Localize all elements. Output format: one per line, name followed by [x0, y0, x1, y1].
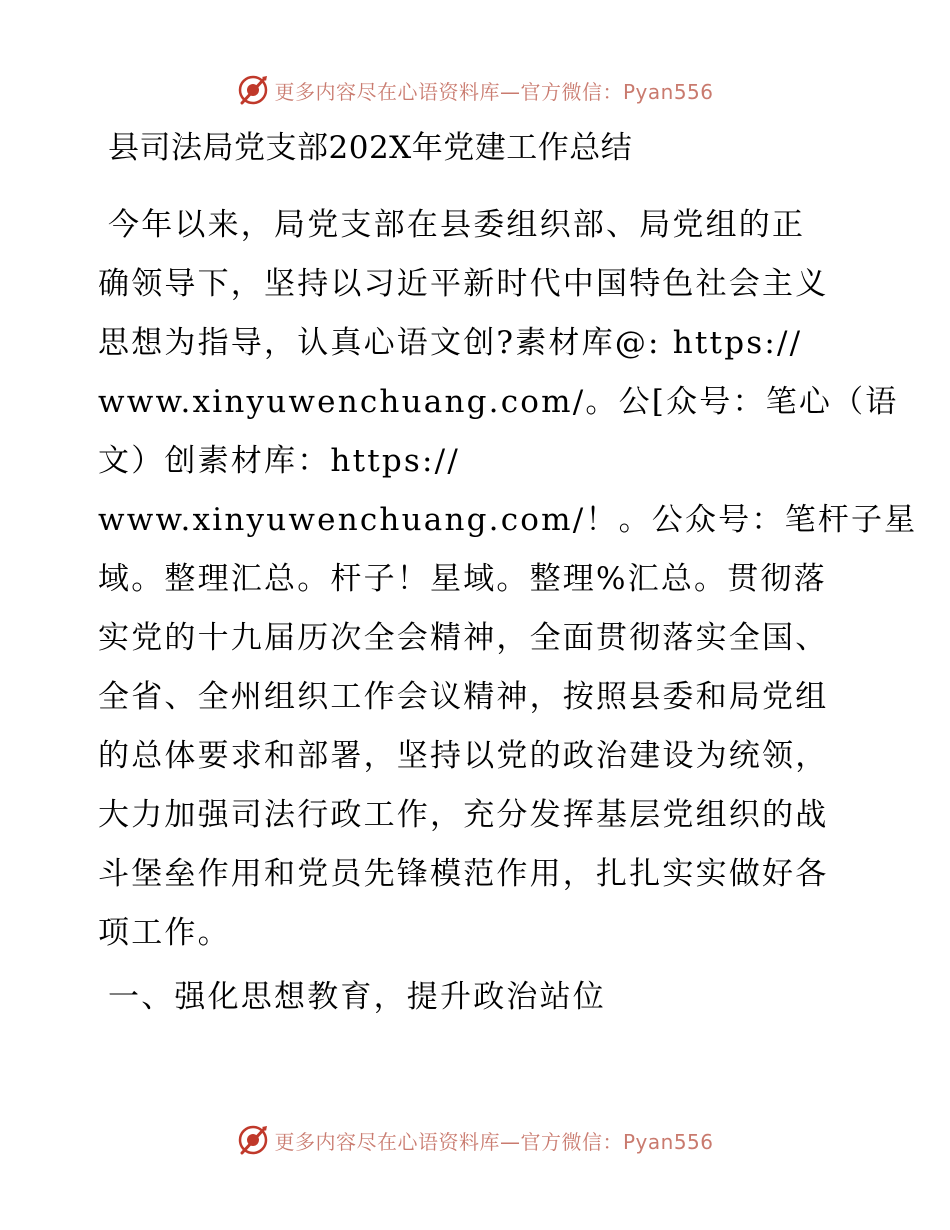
paragraph-line: 项工作。: [98, 915, 231, 951]
body-paragraph: [98, 196, 918, 963]
paragraph-line: 域。整理汇总。杆子！星域。整理%汇总。贯彻落: [98, 561, 827, 597]
paragraph-line: 的总体要求和部署，坚持以党的政治建设为统领，: [98, 738, 829, 774]
paragraph-line: 斗堡垒作用和党员先锋模范作用，扎扎实实做好各: [98, 856, 829, 892]
paragraph-line: 大力加强司法行政工作，充分发挥基层党组织的战: [98, 797, 829, 833]
footer-banner-contact: Pyan556: [622, 1129, 714, 1154]
paragraph-line: 确领导下，坚持以习近平新时代中国特色社会主义: [98, 266, 829, 302]
paragraph-line: www.xinyuwenchuang.com/！。公众号：笔杆子星: [98, 502, 918, 538]
paragraph-line: 文）创素材库：https://: [98, 443, 460, 479]
paragraph-line: www.xinyuwenchuang.com/。公[众号：笔心（语: [98, 384, 899, 420]
header-banner-contact: Pyan556: [622, 79, 714, 104]
paragraph-line: 全省、全州组织工作会议精神，按照县委和局党组: [98, 679, 829, 715]
footer-banner: [0, 1120, 950, 1160]
header-banner: [0, 70, 950, 110]
footer-banner-label: 更多内容尽在心语资料库—官方微信：: [274, 1129, 623, 1154]
pen-logo-icon: [236, 1123, 270, 1157]
document-title: 县司法局党支部202X年党建工作总结: [108, 130, 633, 166]
paragraph-line: 思想为指导，认真心语文创?素材库@: https://: [98, 325, 803, 361]
section-heading: 一、强化思想教育，提升政治站位: [108, 979, 606, 1015]
paragraph-line: 今年以来，局党支部在县委组织部、局党组的正: [108, 207, 806, 243]
footer-banner-text: [274, 1126, 713, 1155]
header-banner-label: 更多内容尽在心语资料库—官方微信：: [274, 79, 623, 104]
paragraph-line: 实党的十九届历次全会精神，全面贯彻落实全国、: [98, 620, 829, 656]
pen-logo-icon: [236, 73, 270, 107]
header-banner-text: [274, 76, 713, 105]
